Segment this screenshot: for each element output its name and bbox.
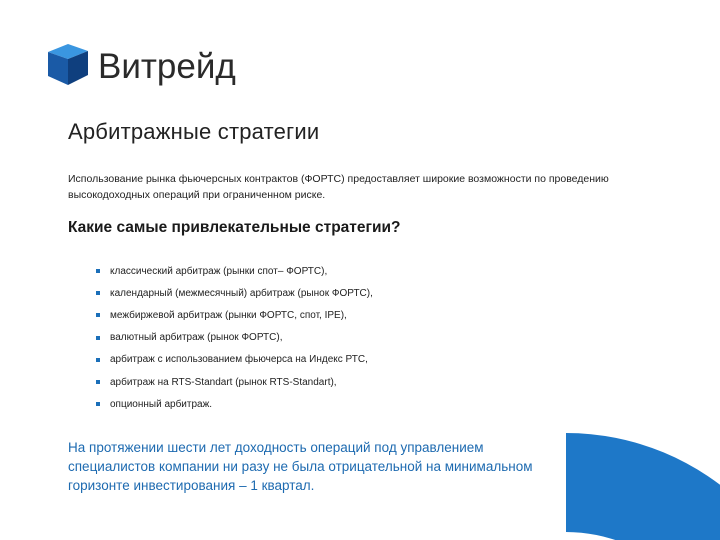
list-item	[96, 393, 373, 415]
bullet-square-icon	[96, 402, 100, 406]
list-item	[96, 349, 373, 371]
bullet-square-icon	[96, 313, 100, 317]
list-item	[96, 327, 373, 349]
list-item-label: арбитраж с использованием фьючерса на Индекс РТС,	[110, 354, 368, 366]
page-title: Арбитражные стратегии	[68, 119, 320, 144]
intro-paragraph: Использование рынка фьючерсных контрактов (ФОРТС) предоставляет широкие возможности по проведению высокодоходных операций при ограниченном риске.	[68, 173, 609, 201]
list-item-label: арбитраж на RTS-Standart (рынок RTS-Standart),	[110, 376, 337, 388]
bullet-square-icon	[96, 358, 100, 362]
highlight-note: На протяжении шести лет доходность операций под управлением специалистов компании ни разу не была отрицательной на минимальном горизонте инвестирования – 1 квартал.	[68, 440, 533, 493]
cube-logo-icon	[44, 41, 90, 87]
list-item	[96, 304, 373, 326]
list-item-label: межбиржевой арбитраж (рынки ФОРТС, спот, IPE),	[110, 309, 347, 321]
list-item	[96, 282, 373, 304]
brand-logo	[44, 40, 236, 88]
strategy-list	[96, 260, 373, 415]
list-item	[96, 260, 373, 282]
bullet-square-icon	[96, 269, 100, 273]
brand-name: Витрейд	[98, 46, 236, 86]
list-item-label: классический арбитраж (рынки спот– ФОРТС),	[110, 265, 328, 277]
section-subtitle: Какие самые привлекательные стратегии?	[68, 219, 401, 236]
list-item-label: опционный арбитраж.	[110, 398, 213, 410]
list-item-label: валютный арбитраж (рынок ФОРТС),	[110, 332, 283, 344]
bullet-square-icon	[96, 336, 100, 340]
list-item	[96, 371, 373, 393]
bullet-square-icon	[96, 380, 100, 384]
list-item-label: календарный (межмесячный) арбитраж (рынок ФОРТС),	[110, 287, 373, 299]
bullet-square-icon	[96, 291, 100, 295]
